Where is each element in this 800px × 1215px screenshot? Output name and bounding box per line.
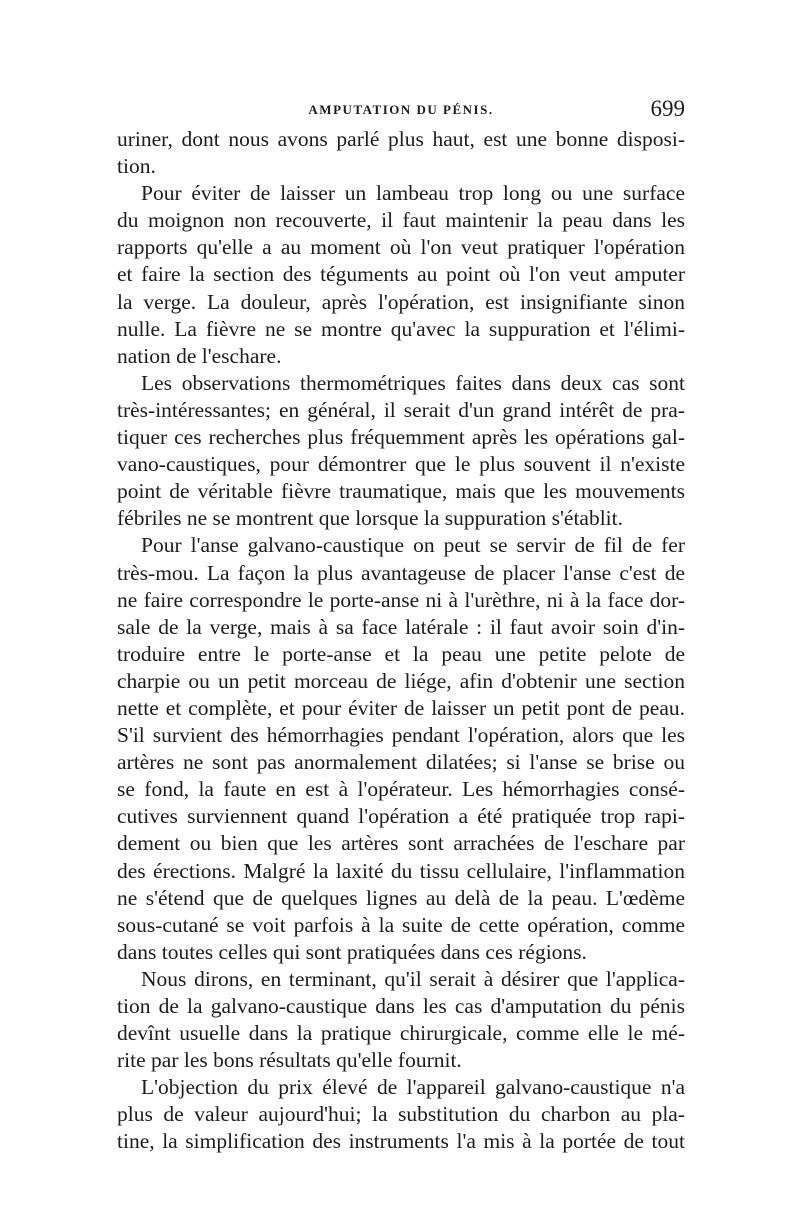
text-line: devînt usuelle dans la pratique chirurgicale, comme elle le mé-	[117, 1021, 685, 1046]
text-line: Pour éviter de laisser un lambeau trop long ou une surface	[141, 181, 685, 206]
text-line: Pour l'anse galvano-caustique on peut se servir de fil de fer	[141, 533, 685, 558]
running-header	[117, 96, 685, 124]
page-number: 699	[650, 96, 685, 121]
text-line: ne s'étend que de quelques lignes au delà de la peau. L'œdème	[117, 885, 685, 910]
text-line: nette et complète, et pour éviter de laisser un petit pont de peau.	[117, 695, 685, 720]
running-title: AMPUTATION DU PÉNIS.	[308, 102, 494, 117]
text-line: vano-caustiques, pour démontrer que le plus souvent il n'existe	[117, 452, 685, 477]
text-line: tiquer ces recherches plus fréquemment après les opérations gal-	[117, 425, 685, 450]
text-line: tion de la galvano-caustique dans les cas d'amputation du pénis	[117, 994, 685, 1018]
text-line: dans toutes celles qui sont pratiquées dans ces régions.	[117, 939, 587, 964]
text-line: S'il survient des hémorrhagies pendant l'opération, alors que les	[117, 723, 685, 748]
text-line: sous-cutané se voit parfois à la suite de cette opération, comme	[117, 912, 685, 937]
text-line: tion.	[117, 154, 156, 179]
text-line: des érections. Malgré la laxité du tissu cellulaire, l'inflammation	[117, 858, 685, 883]
text-line: charpie ou un petit morceau de liége, afin d'obtenir une section	[117, 668, 685, 693]
text-line: L'objection du prix élevé de l'appareil galvano-caustique n'a	[141, 1075, 685, 1100]
text-line: et faire la section des téguments au point où l'on veut amputer	[117, 262, 685, 287]
text-line: la verge. La douleur, après l'opération, est insignifiante sinon	[117, 289, 685, 314]
body-text	[117, 126, 685, 1156]
text-line: sale de la verge, mais à sa face latérale : il faut avoir soin d'in-	[117, 614, 685, 639]
text-line: du moignon non recouverte, il faut maintenir la peau dans les	[117, 208, 685, 233]
text-line: rite par les bons résultats qu'elle fournit.	[117, 1048, 462, 1073]
text-line: point de véritable fièvre traumatique, mais que les mouvements	[117, 479, 685, 504]
text-line: tine, la simplification des instruments l'a mis à la portée de tout	[117, 1129, 685, 1154]
text-line: artères ne sont pas anormalement dilatées; si l'anse se brise ou	[117, 750, 685, 775]
text-line: très-mou. La façon la plus avantageuse de placer l'anse c'est de	[117, 560, 685, 585]
text-line: uriner, dont nous avons parlé plus haut, est une bonne disposi-	[117, 127, 685, 151]
text-line: nation de l'eschare.	[117, 343, 282, 368]
text-line: rapports qu'elle a au moment où l'on veut pratiquer l'opération	[117, 235, 685, 260]
text-line: fébriles ne se montrent que lorsque la suppuration s'établit.	[117, 506, 624, 531]
text-line: cutives surviennent quand l'opération a été pratiquée trop rapi-	[117, 804, 685, 829]
text-line: se fond, la faute en est à l'opérateur. Les hémorrhagies consé-	[117, 777, 685, 802]
text-line: Les observations thermométriques faites dans deux cas sont	[141, 370, 685, 395]
text-line: nulle. La fièvre ne se montre qu'avec la suppuration et l'élimi-	[117, 316, 685, 341]
text-line: dement ou bien que les artères sont arrachées de l'eschare par	[117, 831, 685, 856]
text-line: troduire entre le porte-anse et la peau une petite pelote de	[117, 641, 685, 666]
text-line: Nous dirons, en terminant, qu'il serait à désirer que l'applica-	[141, 966, 685, 991]
text-line: très-intéressantes; en général, il serait d'un grand intérêt de pra-	[117, 397, 685, 422]
text-line: plus de valeur aujourd'hui; la substitution du charbon au pla-	[117, 1102, 685, 1127]
text-line: ne faire correspondre le porte-anse ni à l'urèthre, ni à la face dor-	[117, 587, 685, 612]
